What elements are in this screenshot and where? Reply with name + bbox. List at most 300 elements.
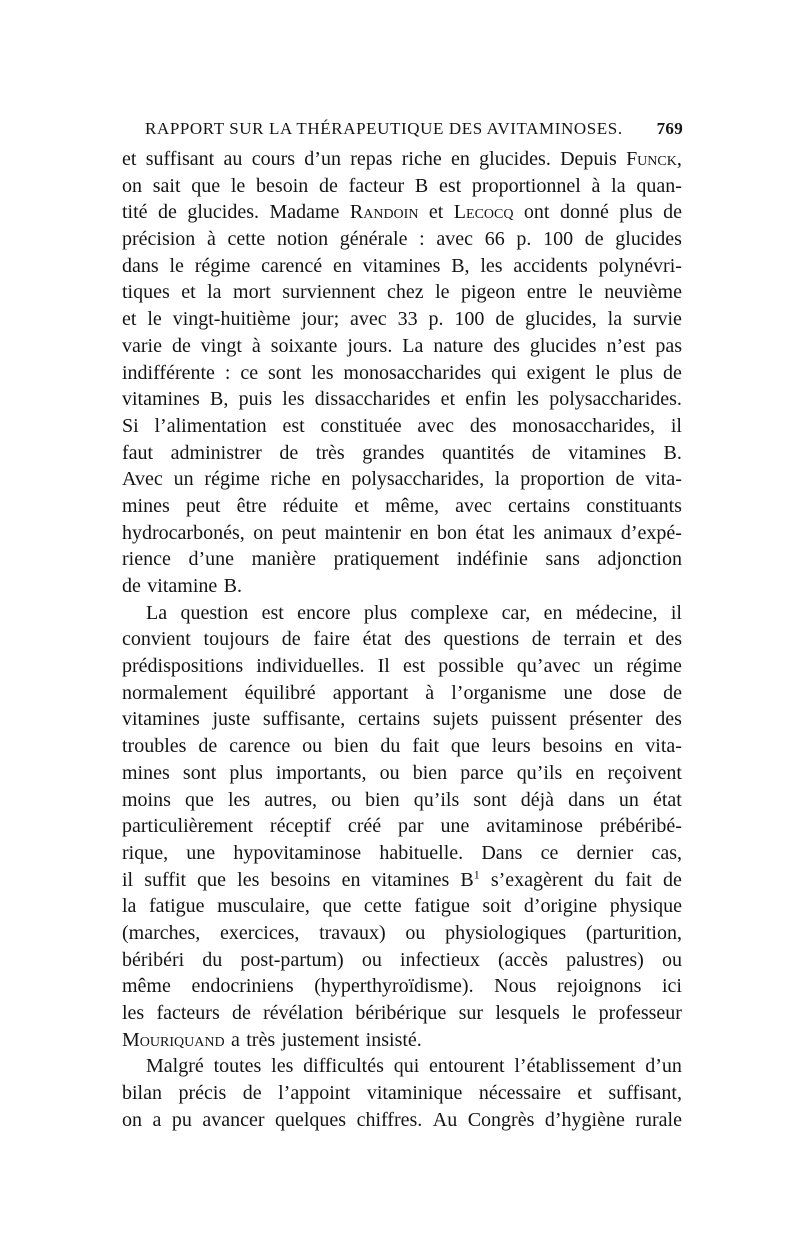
- word: ou: [302, 735, 323, 758]
- word: question: [180, 601, 249, 624]
- word: lesquels: [495, 1002, 560, 1024]
- word: soixante: [270, 334, 338, 357]
- word: médecine,: [575, 601, 658, 624]
- word: physique: [609, 895, 682, 918]
- word: des: [655, 628, 682, 651]
- word: un: [618, 788, 639, 811]
- word: endocriniens: [191, 975, 294, 998]
- word: état: [475, 521, 505, 544]
- word: à: [425, 681, 435, 704]
- word: hydrocarbonés,: [122, 521, 245, 544]
- word: constituée: [320, 414, 402, 437]
- word: besoin: [256, 174, 309, 197]
- word: jours.: [347, 334, 393, 357]
- word: glucides.: [479, 148, 551, 170]
- word: difficultés: [303, 1055, 384, 1078]
- word: vitamines: [371, 868, 450, 891]
- word: et: [122, 308, 137, 331]
- word: p.: [516, 228, 532, 251]
- word: le: [147, 308, 162, 331]
- word: entre: [526, 281, 567, 304]
- word: vitaminique: [366, 1082, 463, 1105]
- word: qui: [491, 361, 517, 384]
- word: rience: [122, 548, 171, 571]
- word: quan-: [636, 174, 682, 197]
- word: bilan: [122, 1082, 162, 1105]
- word: de: [662, 868, 682, 891]
- word: bon: [437, 521, 468, 544]
- word: que: [184, 788, 214, 811]
- text-line: [122, 920, 682, 947]
- word: d’hygiène: [544, 1108, 625, 1131]
- word: insisté.: [365, 1028, 422, 1051]
- word: le: [571, 1002, 587, 1024]
- word: en: [451, 148, 470, 170]
- word: individuelles.: [256, 655, 365, 678]
- word: sont: [182, 761, 217, 784]
- word: pigeon: [461, 281, 516, 304]
- text-line: [122, 413, 682, 440]
- word: (parturition,: [585, 921, 682, 944]
- word: être: [236, 494, 267, 517]
- word: qui: [393, 1055, 420, 1078]
- word: très: [315, 441, 345, 464]
- superscript: 1: [473, 866, 480, 881]
- word: Funck,: [626, 148, 682, 170]
- word: B.: [223, 575, 242, 597]
- text-line: [122, 546, 682, 573]
- word: de: [242, 1082, 262, 1105]
- word: repas: [350, 148, 393, 170]
- word: d’une: [188, 548, 235, 571]
- word: Nous: [494, 975, 537, 998]
- word: (accès: [498, 948, 548, 971]
- word: vitamines: [122, 708, 200, 731]
- word: chez: [387, 281, 424, 304]
- word: en: [575, 761, 595, 784]
- word: sont: [268, 361, 302, 384]
- text-line: [122, 440, 682, 467]
- word: puissent: [491, 708, 557, 731]
- text-line: [122, 333, 682, 360]
- word: B.: [663, 441, 682, 464]
- word: régime: [626, 655, 682, 678]
- word: béribéri: [122, 948, 185, 971]
- word: à: [251, 334, 261, 357]
- word: quelques: [275, 1108, 347, 1131]
- word: riche: [270, 468, 311, 491]
- word: des: [469, 414, 497, 437]
- word: apportant: [332, 681, 409, 704]
- word: suffit: [144, 868, 187, 891]
- word: mort: [233, 281, 271, 304]
- word: troubles: [122, 735, 187, 758]
- word: un: [593, 655, 614, 678]
- word: de: [171, 334, 191, 357]
- word: s’exagèrent: [490, 868, 584, 891]
- word: pas: [655, 334, 682, 357]
- word: particulièrement: [122, 815, 254, 838]
- word: l’établissement: [514, 1055, 636, 1078]
- word: et: [181, 281, 196, 304]
- word: travaux): [319, 921, 386, 944]
- word: car,: [501, 601, 531, 624]
- word: d’origine: [523, 895, 598, 918]
- word: fait: [625, 868, 652, 891]
- word: sont: [473, 788, 507, 811]
- word: 33: [397, 308, 418, 331]
- word: dans: [122, 254, 159, 277]
- word: Il: [377, 655, 390, 678]
- word: est: [438, 174, 462, 197]
- word: toutes: [213, 1055, 262, 1078]
- text-line: [122, 1000, 682, 1027]
- word: importants,: [275, 761, 367, 784]
- word: le: [578, 281, 593, 304]
- word: d’expé-: [620, 521, 682, 544]
- word: :: [224, 361, 231, 384]
- word: vitamines: [362, 254, 441, 277]
- word: la: [494, 468, 510, 491]
- text-line: [122, 493, 682, 520]
- word: de: [231, 1002, 251, 1024]
- author-name: Funck: [626, 148, 677, 170]
- word: carencé: [261, 254, 323, 277]
- word: ce: [240, 361, 259, 384]
- word: de: [584, 228, 604, 251]
- text-line: [122, 733, 682, 760]
- word: de: [495, 308, 515, 331]
- word: ou: [661, 948, 682, 971]
- word: sans: [545, 548, 580, 571]
- word: justement: [281, 1028, 360, 1051]
- word: rejoignons: [556, 975, 642, 998]
- word: il: [122, 868, 134, 891]
- word: et: [122, 148, 137, 170]
- word: indifférente: [122, 361, 215, 384]
- word: moins: [122, 788, 171, 811]
- word: facteurs: [156, 1002, 220, 1024]
- word: administrer: [170, 441, 262, 464]
- word: 100: [543, 228, 574, 251]
- word: est: [282, 414, 305, 437]
- word: en: [409, 521, 429, 544]
- word: des: [404, 628, 431, 651]
- word: les: [516, 388, 539, 411]
- word: la: [611, 174, 626, 197]
- word: on: [253, 521, 274, 544]
- word: de: [663, 201, 682, 224]
- word: faire: [313, 628, 350, 651]
- word: régime: [194, 254, 251, 277]
- word: que: [322, 895, 352, 918]
- word: glucides.: [187, 201, 259, 224]
- author-name: Mouriquand: [122, 1028, 225, 1051]
- word: ou: [405, 921, 426, 944]
- word: dernier: [576, 841, 634, 864]
- word: La: [402, 334, 424, 357]
- word: la: [122, 895, 137, 918]
- word: le: [169, 254, 184, 277]
- word: plus: [229, 761, 263, 784]
- word: de: [122, 575, 141, 597]
- word: le: [435, 281, 450, 304]
- word: est: [402, 655, 426, 678]
- word: béribérique: [355, 1002, 447, 1024]
- text-line: [122, 706, 682, 733]
- word: toujours: [203, 628, 270, 651]
- text-line: [122, 146, 682, 173]
- word: en: [614, 735, 634, 758]
- word: très: [246, 1028, 276, 1051]
- word: proportionnel: [471, 174, 581, 197]
- word: musculaire,: [217, 895, 310, 918]
- text-line: [122, 1080, 682, 1107]
- word: équilibré: [244, 681, 316, 704]
- word: en: [543, 601, 563, 624]
- word: à: [206, 228, 216, 251]
- text-line: [122, 626, 682, 653]
- word: ou: [331, 788, 352, 811]
- word: par: [398, 815, 424, 838]
- word: qu’ils: [413, 788, 460, 811]
- word: convient: [122, 628, 191, 651]
- word: réduite: [282, 494, 339, 517]
- word: suffisant: [145, 148, 215, 170]
- word: qu’avec: [516, 655, 581, 678]
- text-line: [122, 760, 682, 787]
- word: le: [595, 361, 610, 384]
- word: certains: [357, 708, 421, 731]
- word: en: [332, 254, 352, 277]
- word: faut: [122, 441, 154, 464]
- word: physiologiques: [445, 921, 567, 944]
- word: les: [311, 361, 334, 384]
- word: la: [207, 281, 222, 304]
- text-line: [122, 653, 682, 680]
- word: avec: [455, 494, 492, 517]
- word: suffisante,: [262, 708, 346, 731]
- word: nécessaire: [478, 1082, 562, 1105]
- word: certains: [508, 494, 571, 517]
- word: fatigue: [414, 895, 470, 918]
- word: et: [577, 1082, 592, 1105]
- body-text: [122, 146, 682, 1133]
- word: neuvième: [604, 281, 682, 304]
- word: d’un: [645, 1055, 682, 1078]
- word: La: [146, 601, 168, 624]
- word: sur: [458, 1002, 484, 1024]
- word: leurs: [491, 735, 531, 758]
- word: et: [354, 494, 369, 517]
- text-line: [122, 520, 682, 547]
- text-line: [122, 226, 682, 253]
- word: B: [414, 174, 429, 197]
- word: carence: [229, 735, 291, 758]
- word: reçoivent: [607, 761, 682, 784]
- word: et: [428, 201, 444, 224]
- word: vitamine: [147, 575, 218, 597]
- word: pu: [171, 1108, 192, 1131]
- word: les: [271, 1055, 294, 1078]
- text-line: [122, 466, 682, 493]
- word: l’appoint: [278, 1082, 351, 1105]
- word: questions: [443, 628, 520, 651]
- word: ou: [361, 948, 382, 971]
- word: suffisant,: [608, 1082, 682, 1105]
- word: réceptif: [269, 815, 331, 838]
- word: cours: [251, 148, 296, 170]
- word: autres,: [264, 788, 318, 811]
- word: sait: [152, 174, 181, 197]
- word: vitamines: [568, 441, 646, 464]
- word: proportion: [520, 468, 605, 491]
- text-line: [122, 813, 682, 840]
- word: palustres): [566, 948, 644, 971]
- word: avec: [350, 308, 387, 331]
- word: monosaccharides: [343, 361, 482, 384]
- word: Si: [122, 414, 139, 437]
- word: d’un: [304, 148, 341, 170]
- text-line: [122, 360, 682, 387]
- word: de: [531, 441, 551, 464]
- word: B,: [210, 388, 229, 411]
- word: précis: [178, 1082, 227, 1105]
- word: juste: [212, 708, 251, 731]
- word: bien: [334, 735, 369, 758]
- word: surviennent: [282, 281, 376, 304]
- word: facteur: [348, 174, 405, 197]
- text-line: [122, 680, 682, 707]
- word: une: [563, 681, 593, 704]
- word: plus: [619, 201, 653, 224]
- word: de: [198, 735, 218, 758]
- word: dans: [568, 788, 605, 811]
- word: du: [202, 948, 223, 971]
- word: riche: [401, 148, 442, 170]
- word: état: [362, 628, 392, 651]
- word: glucides: [529, 334, 597, 357]
- word: rurale: [635, 1108, 682, 1131]
- word: (hyperthyroïdisme).: [314, 975, 474, 998]
- word: survie: [633, 308, 682, 331]
- word: Congrès: [467, 1108, 535, 1131]
- text-line: [122, 840, 682, 867]
- word: terrain: [563, 628, 616, 651]
- word: a: [152, 1108, 162, 1131]
- word: que: [191, 174, 221, 197]
- word: manière: [251, 548, 317, 571]
- word: maintenir: [324, 521, 402, 544]
- word: créé: [347, 815, 382, 838]
- word: ce: [540, 841, 559, 864]
- word: p.: [428, 308, 444, 331]
- word: est: [261, 601, 284, 624]
- running-title: RAPPORT SUR LA THÉRAPEUTIQUE DES AVITAMINOSES.: [145, 119, 623, 138]
- word: n’est: [606, 334, 646, 357]
- text-line: [122, 893, 682, 920]
- word: une: [440, 815, 470, 838]
- word: les: [480, 254, 503, 277]
- word: peut: [281, 521, 317, 544]
- word: avancer: [202, 1108, 265, 1131]
- word: exercices,: [219, 921, 300, 944]
- word: de: [663, 681, 682, 704]
- word: ici: [661, 975, 682, 998]
- word: hypovitaminose: [233, 841, 362, 864]
- word: avec: [417, 414, 455, 437]
- word: donné: [559, 201, 609, 224]
- word: habituelle.: [379, 841, 464, 864]
- word: polysaccharides,: [351, 468, 485, 491]
- word: peut: [185, 494, 221, 517]
- word: un: [173, 468, 194, 491]
- word: indéfinie: [456, 548, 528, 571]
- word: polysaccharides.: [549, 388, 682, 411]
- word: constituants: [586, 494, 682, 517]
- text-line: [122, 306, 682, 333]
- word: :: [419, 228, 425, 251]
- word: grandes: [362, 441, 425, 464]
- word: puis: [238, 388, 273, 411]
- word: les: [227, 788, 251, 811]
- word: du: [594, 868, 615, 891]
- word: de: [531, 628, 551, 651]
- text-line: [122, 947, 682, 974]
- word: varie: [122, 334, 162, 357]
- text-line-paragraph-end: [122, 573, 682, 600]
- word: état: [652, 788, 682, 811]
- word: Madame: [269, 201, 340, 224]
- word: B,: [451, 254, 470, 277]
- running-head: [145, 117, 683, 141]
- word: [350, 199, 419, 226]
- word: vita-: [645, 468, 682, 491]
- word: parce: [460, 761, 504, 784]
- word: même,: [385, 494, 439, 517]
- text-line: [122, 1107, 682, 1134]
- word: de: [319, 174, 338, 197]
- word: tiques: [122, 281, 170, 304]
- word: [122, 1027, 225, 1054]
- word: cette: [227, 228, 266, 251]
- word: enfin: [465, 388, 507, 411]
- page-number: 769: [656, 119, 683, 138]
- word: en: [321, 468, 341, 491]
- word: vingt: [200, 334, 242, 357]
- word: avitaminose: [486, 815, 583, 838]
- word: déjà: [520, 788, 555, 811]
- word: adjonction: [597, 548, 682, 571]
- word: de: [281, 628, 301, 651]
- word: qu’ils: [516, 761, 563, 784]
- word: 66: [484, 228, 505, 251]
- word: Dans: [481, 841, 523, 864]
- word: on: [122, 1108, 142, 1131]
- word: pratiquement: [333, 548, 440, 571]
- word: vingt-huitième: [172, 308, 291, 331]
- word: exigent: [526, 361, 586, 384]
- word: rique,: [122, 841, 169, 864]
- word: besoins: [542, 735, 603, 758]
- word: $B^1$: [460, 866, 480, 891]
- word: dose: [609, 681, 647, 704]
- word: il: [670, 414, 682, 437]
- word: bien: [365, 788, 400, 811]
- word: prédispositions: [122, 655, 244, 678]
- word: nature: [433, 334, 484, 357]
- text-line: [122, 199, 682, 226]
